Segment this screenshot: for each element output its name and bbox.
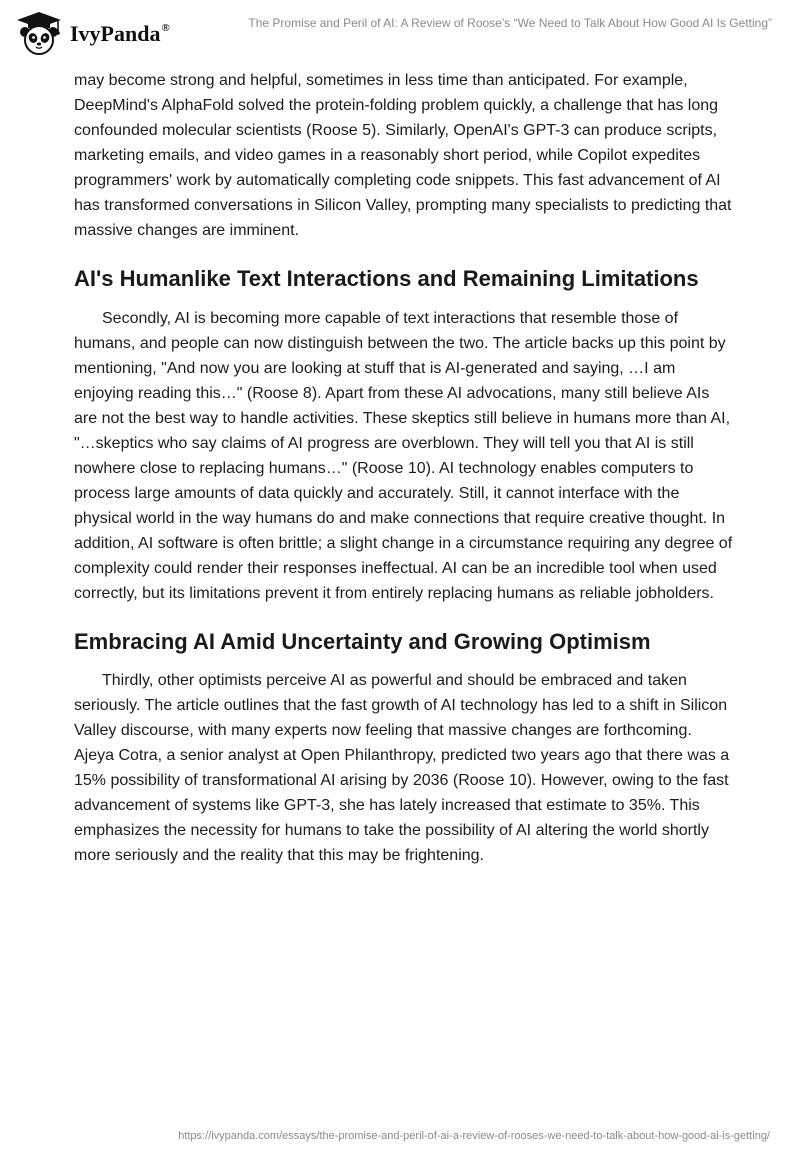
body-paragraph: Thirdly, other optimists perceive AI as powerful and should be embraced and taken seriously. The article outlines that the fast growth of AI technology has led to a shift in Silicon Valley discourse, with many experts now feeling that massive changes are forthcoming. Ajeya Cotra, a senior analyst at Open Philanthropy, predicted two years ago that there was a 15% possibility of transformational AI arising by 2036 (Roose 10). However, owing to the fast advancement of systems like GPT-3, she has lately increased that estimate to 35%. This emphasizes the necessity for humans to take the possibility of AI altering the world shortly more seriously and the reality that this may be frightening. — [74, 672, 730, 864]
body-paragraph: may become strong and helpful, sometimes in less time than anticipated. For example, DeepMind's AlphaFold solved the protein-folding problem quickly, a challenge that has long confounded molecular scientists (Roose 5). Similarly, OpenAI's GPT-3 can produce scripts, marketing emails, and video games in a reasonably short period, while Copilot expedites programmers' work by automatically completing code snippets. This fast advancement of AI has transformed conversations in Silicon Valley, prompting many specialists to predicting that massive changes are imminent. — [74, 72, 732, 239]
section-heading: Embracing AI Amid Uncertainty and Growing Optimism — [74, 629, 651, 654]
body-paragraph: Secondly, AI is becoming more capable of text interactions that resemble those of humans, and people can now distinguish between the two. The article backs up this point by mentioning, "And now you are looking at stuff that is AI-generated and saying, …I am enjoying reading this…" (Roose 8). Apart from these AI advocations, many still believe AIs are not the best way to handle activities. These skeptics still believe in humans more than AI, "…skeptics who say claims of AI progress are overblown. They will tell you that AI is still nowhere close to replacing humans…" (Roose 10). AI technology enables computers to process large amounts of data quickly and accurately. Still, it cannot interface with the physical world in the way humans do and make connections that require creative thought. In addition, AI software is often brittle; a slight change in a circumstance requiring any degree of complexity could render their responses ineffectual. AI can be an incredible tool when used correctly, but its limitations prevent it from entirely replacing humans as reliable jobholders. — [74, 310, 733, 602]
panda-graduate-icon — [14, 10, 64, 56]
source-url-link[interactable]: https://ivypanda.com/essays/the-promise-and-peril-of-ai-a-review-of-rooses-we-need-to-talk-about-how-good-ai-is-getting/ — [178, 1130, 770, 1142]
essay-body — [74, 68, 734, 868]
section-heading: AI's Humanlike Text Interactions and Remaining Limitations — [74, 266, 699, 291]
page-header — [0, 0, 800, 60]
ivypanda-logo[interactable] — [14, 10, 170, 56]
registered-mark: ® — [161, 22, 170, 34]
document-title: The Promise and Peril of AI: A Review of Roose’s “We Need to Talk About How Good AI Is Getting” — [248, 16, 772, 30]
brand-name: IvyPanda® — [70, 21, 170, 46]
